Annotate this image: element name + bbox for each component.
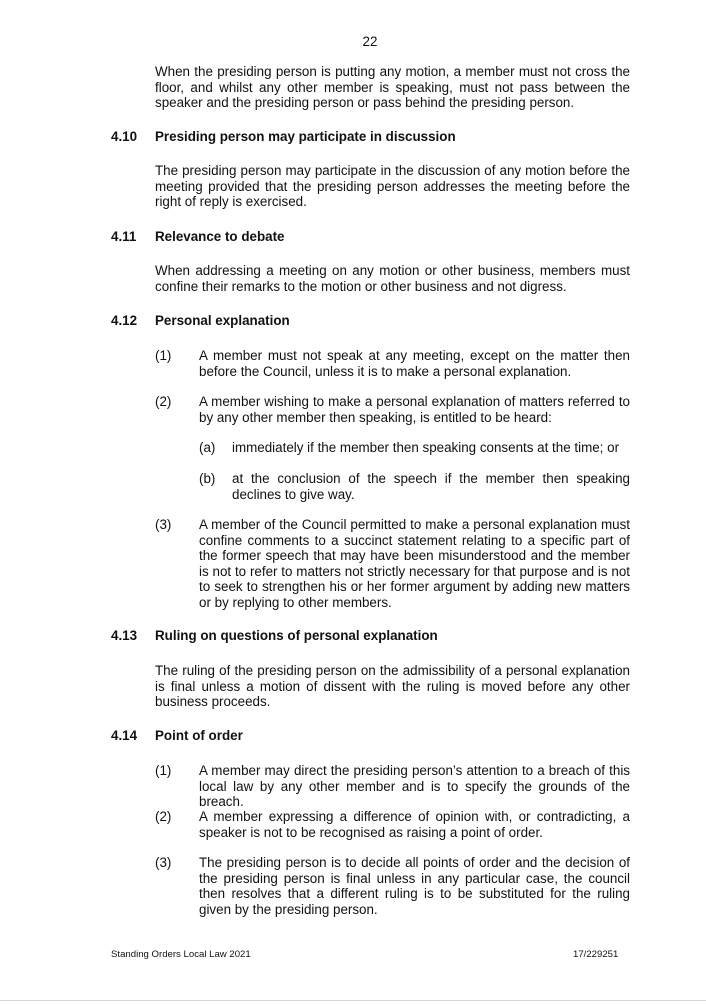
item-text: A member of the Council permitted to make a personal explanation must confine comments to a succinct statement relating to a specific part of the former speech that may have been misunderstood and the member is not to refer to matters not strictly necessary for that purpose and is not to seek to strengthen his or her former argument by adding new matters or by replying to other members. [199, 517, 630, 610]
footer-document-id: 17/229251 [573, 949, 619, 960]
item-number: (3) [155, 517, 172, 532]
item-text: A member must not speak at any meeting, except on the matter then before the Council, unless it is to make a personal explanation. [199, 348, 630, 379]
section-title-4-14: Point of order [155, 728, 243, 743]
section-number-4-11: 4.11 [111, 229, 137, 244]
section-title-4-12: Personal explanation [155, 313, 290, 328]
item-text: A member expressing a difference of opinion with, or contradicting, a speaker is not to be recognised as raising a point of order. [199, 809, 630, 840]
section-number-4-14: 4.14 [111, 728, 138, 743]
item-number: (3) [155, 855, 172, 870]
item-text: The presiding person is to decide all points of order and the decision of the presiding person is final unless in any particular case, the council then resolves that a different ruling is to be substituted for the ruling given by the presiding person. [199, 855, 630, 917]
item-text: A member may direct the presiding person’s attention to a breach of this local law by any other member and is to specify the grounds of the breach. [199, 763, 630, 809]
section-body-4-11: When addressing a meeting on any motion or other business, members must confine their remarks to the motion or other business and not digress. [155, 263, 630, 294]
section-number-4-13: 4.13 [111, 628, 138, 643]
item-number: (2) [155, 809, 172, 824]
section-title-4-13: Ruling on questions of personal explanation [155, 628, 438, 643]
section-title-4-11: Relevance to debate [155, 229, 285, 244]
footer-title: Standing Orders Local Law 2021 [111, 949, 251, 960]
intro-paragraph: When the presiding person is putting any motion, a member must not cross the floor, and whilst any other member is speaking, must not pass between the speaker and the presiding person or pass behind the presiding person. [155, 64, 630, 110]
subitem-number: (b) [199, 471, 216, 486]
subitem-text: at the conclusion of the speech if the member then speaking declines to give way. [232, 471, 630, 502]
item-number: (2) [155, 394, 172, 409]
section-number-4-10: 4.10 [111, 129, 138, 144]
page-number: 22 [362, 34, 378, 49]
section-body-4-13: The ruling of the presiding person on the admissibility of a personal explanation is final unless a motion of dissent with the ruling is moved before any other business proceeds. [155, 663, 630, 709]
item-number: (1) [155, 348, 172, 363]
section-body-4-10: The presiding person may participate in the discussion of any motion before the meeting provided that the presiding person addresses the meeting before the right of reply is exercised. [155, 163, 630, 209]
page-bottom-divider [0, 1000, 706, 1001]
section-title-4-10: Presiding person may participate in discussion [155, 129, 456, 144]
subitem-text: immediately if the member then speaking consents at the time; or [232, 440, 620, 455]
subitem-number: (a) [199, 440, 216, 455]
item-text: A member wishing to make a personal explanation of matters referred to by any other member then speaking, is entitled to be heard: [199, 394, 630, 425]
item-number: (1) [155, 763, 172, 778]
section-number-4-12: 4.12 [111, 313, 138, 328]
